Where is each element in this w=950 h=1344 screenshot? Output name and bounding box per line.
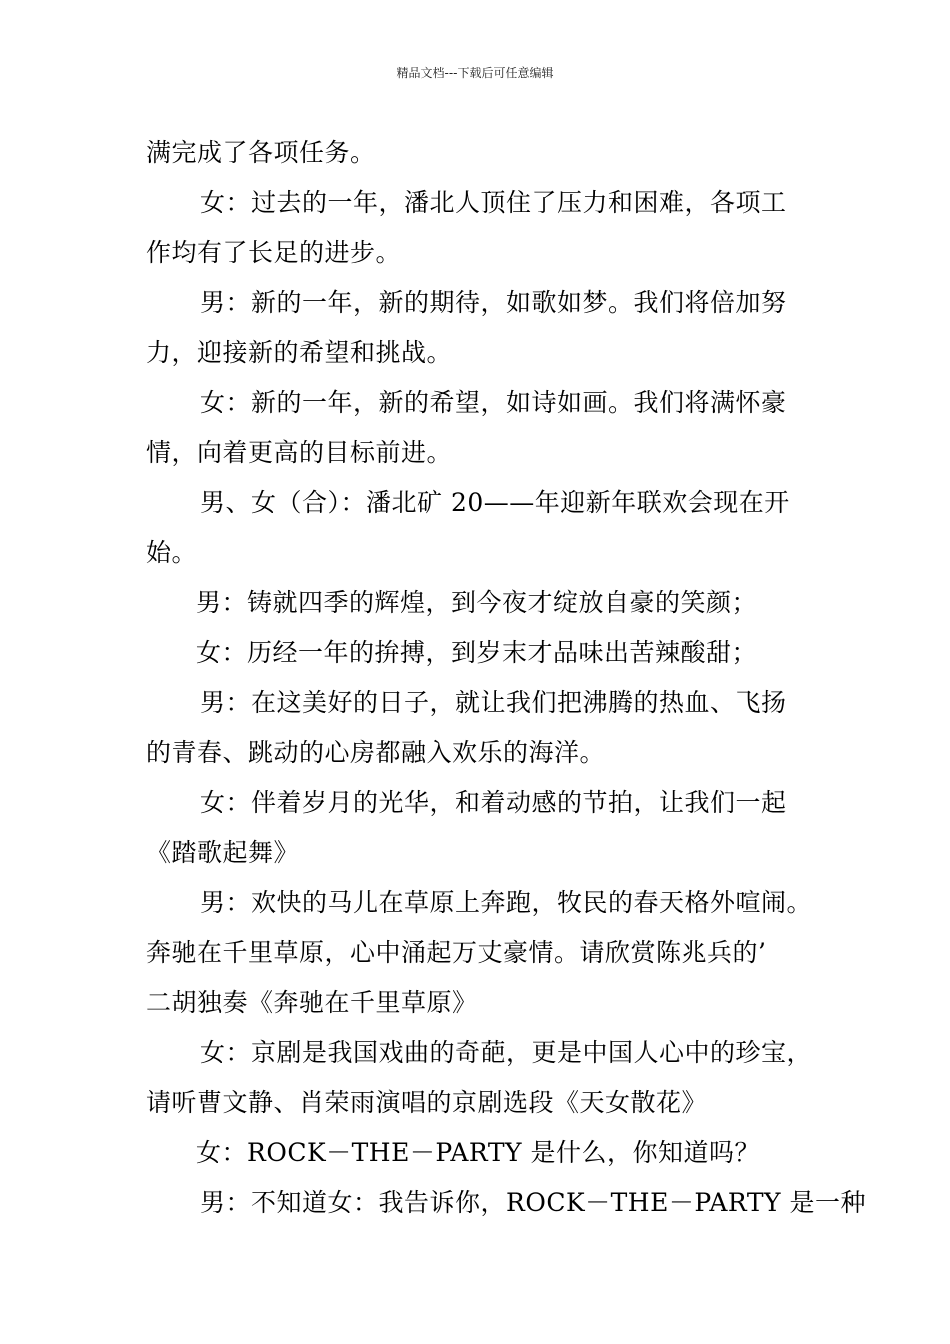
text-line: 满完成了各项任务。 [146, 138, 376, 167]
text-line: 女：历经一年的拚搏，到岁末才品味出苦辣酸甜； [196, 638, 758, 667]
text-line: 女：ROCK－THE－PARTY 是什么，你知道吗？ [196, 1138, 760, 1167]
text-line: 男：铸就四季的辉煌，到今夜才绽放自豪的笑颜； [196, 588, 758, 617]
text-line: 作均有了长足的进步。 [146, 238, 402, 267]
text-line: 女：过去的一年，潘北人顶住了压力和困难，各项工 [200, 188, 787, 217]
text-line: 男、女（合）：潘北矿 20——年迎新年联欢会现在开 [200, 488, 790, 517]
text-line: 二胡独奏《奔驰在千里草原》 [146, 988, 478, 1017]
text-line: 情，向着更高的目标前进。 [146, 438, 453, 467]
text-line: 男：不知道女：我告诉你，ROCK－THE－PARTY 是一种 [200, 1188, 866, 1217]
page-header: 精品文档---下载后可任意编辑 [396, 66, 554, 80]
text-line: 男：在这美好的日子，就让我们把沸腾的热血、飞扬 [200, 688, 787, 717]
text-line: 女：京剧是我国戏曲的奇葩，更是中国人心中的珍宝， [200, 1038, 813, 1067]
text-line: 女：新的一年，新的希望，如诗如画。我们将满怀豪 [200, 388, 787, 417]
document-body [146, 128, 866, 1228]
text-line: 请听曹文静、肖荣雨演唱的京剧选段《天女散花》 [146, 1088, 708, 1117]
text-line: 男：欢快的马儿在草原上奔跑，牧民的春天格外喧闹。 [200, 888, 813, 917]
text-line: 的青春、跳动的心房都融入欢乐的海洋。 [146, 738, 606, 767]
text-line: 《踏歌起舞》 [146, 838, 300, 867]
text-line: 女：伴着岁月的光华，和着动感的节拍，让我们一起 [200, 788, 787, 817]
text-line: 力，迎接新的希望和挑战。 [146, 338, 453, 367]
text-line: 男：新的一年，新的期待，如歌如梦。我们将倍加努 [200, 288, 787, 317]
text-line: 奔驰在千里草原，心中涌起万丈豪情。请欣赏陈兆兵的’ [146, 938, 767, 967]
text-line: 始。 [146, 538, 198, 567]
